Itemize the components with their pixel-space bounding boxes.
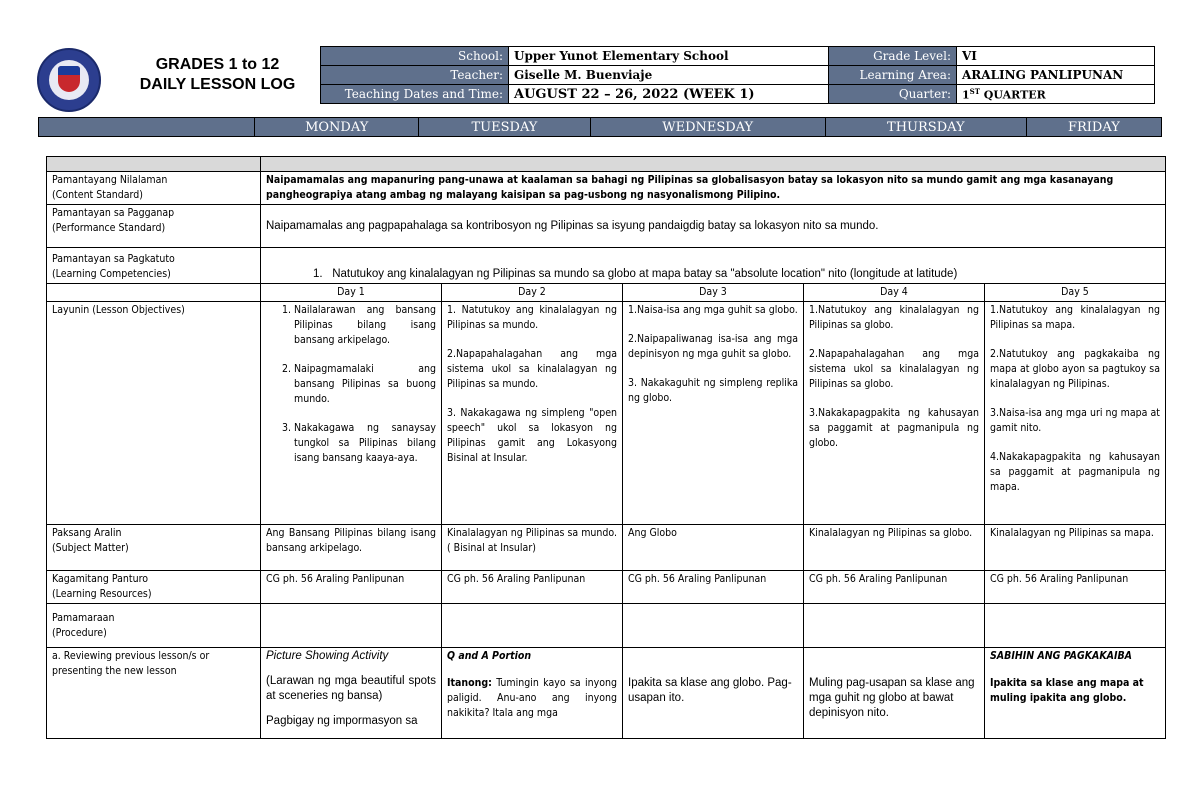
day-label-4: Day 4 xyxy=(804,284,985,302)
resources-label-en: (Learning Resources) xyxy=(52,588,152,600)
table-row-content-standard xyxy=(47,172,1166,205)
list-item: 2. Naipagmamalaki ang bansang Pilipinas sa buong mundo. xyxy=(294,362,436,407)
day-header-tuesday: TUESDAY xyxy=(419,118,590,137)
performance-standard-label-en: (Performance Standard) xyxy=(52,222,166,234)
list-item: 1.Natutukoy ang kinalalagyan ng Pilipinas sa globo. xyxy=(809,304,979,331)
procedure-label: Pamamaraan xyxy=(52,611,115,624)
area-label: Learning Area: xyxy=(829,66,957,85)
day-label-1: Day 1 xyxy=(261,284,442,302)
review-day5-title: SABIHIN ANG PAGKAKAIBA xyxy=(990,650,1132,662)
teacher-value: Giselle M. Buenviaje xyxy=(509,66,829,85)
day-label-2: Day 2 xyxy=(442,284,623,302)
resources-day2: CG ph. 56 Araling Panlipunan xyxy=(442,571,623,604)
competency-number: 1. xyxy=(313,268,323,280)
lesson-log-table xyxy=(46,156,1166,739)
review-day1-p1: (Larawan ng mga beautiful spots at sceneries ng bansa) xyxy=(266,675,436,702)
resources-day3: CG ph. 56 Araling Panlipunan xyxy=(623,571,804,604)
header-info-table xyxy=(320,46,1155,104)
resources-day1: CG ph. 56 Araling Panlipunan xyxy=(261,571,442,604)
list-item: 2.Natutukoy ang pagkakaiba ng mapa at globo ayon sa pagtukoy sa kinalalagyan ng Pilipinas. xyxy=(990,348,1160,390)
school-value: Upper Yunot Elementary School xyxy=(509,47,829,66)
day-label-5: Day 5 xyxy=(985,284,1166,302)
subject-day3: Ang Globo xyxy=(623,525,804,571)
resources-day4: CG ph. 56 Araling Panlipunan xyxy=(804,571,985,604)
table-row-objectives xyxy=(47,302,1166,525)
competency-value xyxy=(261,248,1166,284)
list-item: 3. Nakakagawa ng simpleng "open speech" ukol sa lokasyon ng Pilipinas gamit ang Lokasyong Bisinal at Insular. xyxy=(447,407,617,464)
review-day5-text: Ipakita sa klase ang mapa at muling ipakita ang globo. xyxy=(990,677,1144,704)
review-day2-title: Q and A Portion xyxy=(447,650,532,662)
review-day3: Ipakita sa klase ang globo. Pag-usapan ito. xyxy=(623,648,804,739)
list-item: 3.Naisa-isa ang mga uri ng mapa at gamit nito. xyxy=(990,407,1160,434)
dates-label: Teaching Dates and Time: xyxy=(321,85,509,104)
weekday-header-row xyxy=(38,117,1162,137)
review-day1-p2: Pagbigay ng impormasyon sa xyxy=(266,715,418,727)
table-row-learning-competencies xyxy=(47,248,1166,284)
list-item: 1. Natutukoy ang kinalalagyan ng Pilipinas sa mundo. xyxy=(447,304,617,331)
table-row-day-labels xyxy=(47,284,1166,302)
objectives-day2 xyxy=(442,302,623,525)
list-item: 3.Nakakapagpakita ng kahusayan sa paggamit at pagmanipula ng globo. xyxy=(809,407,979,449)
objectives-day5 xyxy=(985,302,1166,525)
subject-day4: Kinalalagyan ng Pilipinas sa globo. xyxy=(804,525,985,571)
list-item: 1.Natutukoy ang kinalalagyan ng Pilipinas sa mapa. xyxy=(990,304,1160,331)
grade-value: VI xyxy=(957,47,1155,66)
content-standard-value: Naipamamalas ang mapanuring pang-unawa at kaalaman sa bahagi ng Pilipinas sa globalisasyon batay sa lokasyon nito sa mundo gamit ang mga kasanayang pangheograpiya atang ambag ng malayang kaisipan sa pag-usbong ng nasyonalismong Pilipino. xyxy=(261,172,1166,205)
day-header-thursday: THURSDAY xyxy=(825,118,1026,137)
list-item: 2.Napapahalagahan ang mga sistema ukol sa kinalalagyan ng Pilipinas sa globo. xyxy=(809,348,979,390)
list-item: 2.Napapahalagahan ang mga sistema ukol sa kinalalagyan ng Pilipinas sa mundo. xyxy=(447,348,617,390)
list-item: 3. Nakakagawa ng sanaysay tungkol sa Pilipinas bilang isang bansang kaaya-aya. xyxy=(294,421,436,466)
quarter-label: Quarter: xyxy=(829,85,957,104)
review-day5 xyxy=(985,648,1166,739)
objectives-label: Layunin (Lesson Objectives) xyxy=(47,302,261,525)
day-header-monday: MONDAY xyxy=(255,118,419,137)
table-row-subject-matter xyxy=(47,525,1166,571)
review-day4: Muling pag-usapan sa klase ang mga guhit ng globo at bawat depinisyon nito. xyxy=(804,648,985,739)
resources-day5: CG ph. 56 Araling Panlipunan xyxy=(985,571,1166,604)
list-item: 2.Naipapaliwanag isa-isa ang mga depinisyon ng mga guhit sa globo. xyxy=(628,333,798,360)
day-header-friday: FRIDAY xyxy=(1026,118,1161,137)
day-header-wednesday: WEDNESDAY xyxy=(590,118,825,137)
doc-title-line2: DAILY LESSON LOG xyxy=(139,76,296,93)
competency-text: Natutukoy ang kinalalagyan ng Pilipinas sa mundo sa globo at mapa batay sa "absolute location" nito (longitude at latitude) xyxy=(332,268,958,280)
school-label: School: xyxy=(321,47,509,66)
review-label: a. Reviewing previous lesson/s or presenting the new lesson xyxy=(47,648,261,739)
deped-seal-logo xyxy=(37,48,101,112)
content-standard-label: Pamantayang Nilalaman xyxy=(52,174,168,186)
review-day2 xyxy=(442,648,623,739)
teacher-label: Teacher: xyxy=(321,66,509,85)
grade-label: Grade Level: xyxy=(829,47,957,66)
subject-day1: Ang Bansang Pilipinas bilang isang bansang arkipelago. xyxy=(261,525,442,571)
review-day1 xyxy=(261,648,442,739)
table-row-learning-resources xyxy=(47,571,1166,604)
review-day1-title: Picture Showing Activity xyxy=(266,650,389,662)
subject-label-en: (Subject Matter) xyxy=(52,542,129,554)
subject-day2: Kinalalagyan ng Pilipinas sa mundo. ( Bisinal at Insular) xyxy=(442,525,623,571)
dates-value: AUGUST 22 – 26, 2022 (WEEK 1) xyxy=(509,85,829,104)
table-row-procedure xyxy=(47,604,1166,648)
review-day2-bold: Itanong: xyxy=(447,677,492,689)
objectives-day1 xyxy=(261,302,442,525)
subject-label: Paksang Aralin xyxy=(52,527,122,539)
list-item: 3. Nakakaguhit ng simpleng replika ng globo. xyxy=(628,377,798,404)
list-item: 1. Nailalarawan ang bansang Pilipinas bilang isang bansang arkipelago. xyxy=(294,303,436,348)
performance-standard-value: Naipamamalas ang pagpapahalaga sa kontribosyon ng Pilipinas sa isyung pandaigdig batay sa lokasyon nito sa mundo. xyxy=(261,205,1166,248)
competency-label-en: (Learning Competencies) xyxy=(52,268,171,280)
performance-standard-label: Pamantayan sa Pagganap xyxy=(52,207,175,219)
objectives-day3 xyxy=(623,302,804,525)
objectives-day4 xyxy=(804,302,985,525)
doc-title-line1: GRADES 1 to 12 xyxy=(155,56,280,73)
table-row-performance-standard xyxy=(47,205,1166,248)
content-standard-label-en: (Content Standard) xyxy=(52,189,143,201)
procedure-label-en: (Procedure) xyxy=(52,626,107,639)
table-row-review xyxy=(47,648,1166,739)
area-value: ARALING PANLIPUNAN xyxy=(957,66,1155,85)
resources-label: Kagamitang Panturo xyxy=(52,573,149,585)
day-label-3: Day 3 xyxy=(623,284,804,302)
list-item: 1.Naisa-isa ang mga guhit sa globo. xyxy=(628,304,798,316)
quarter-value: 1ST QUARTER xyxy=(957,85,1155,104)
competency-label: Pamantayan sa Pagkatuto xyxy=(52,253,175,265)
subject-day5: Kinalalagyan ng Pilipinas sa mapa. xyxy=(985,525,1166,571)
review-day2-text: Tumingin kayo sa inyong paligid. Anu-ano ang inyong nakikita? Itala ang mga xyxy=(447,677,617,719)
list-item: 4.Nakakapagpakita ng kahusayan sa paggamit at pagmanipula ng mapa. xyxy=(990,451,1160,493)
